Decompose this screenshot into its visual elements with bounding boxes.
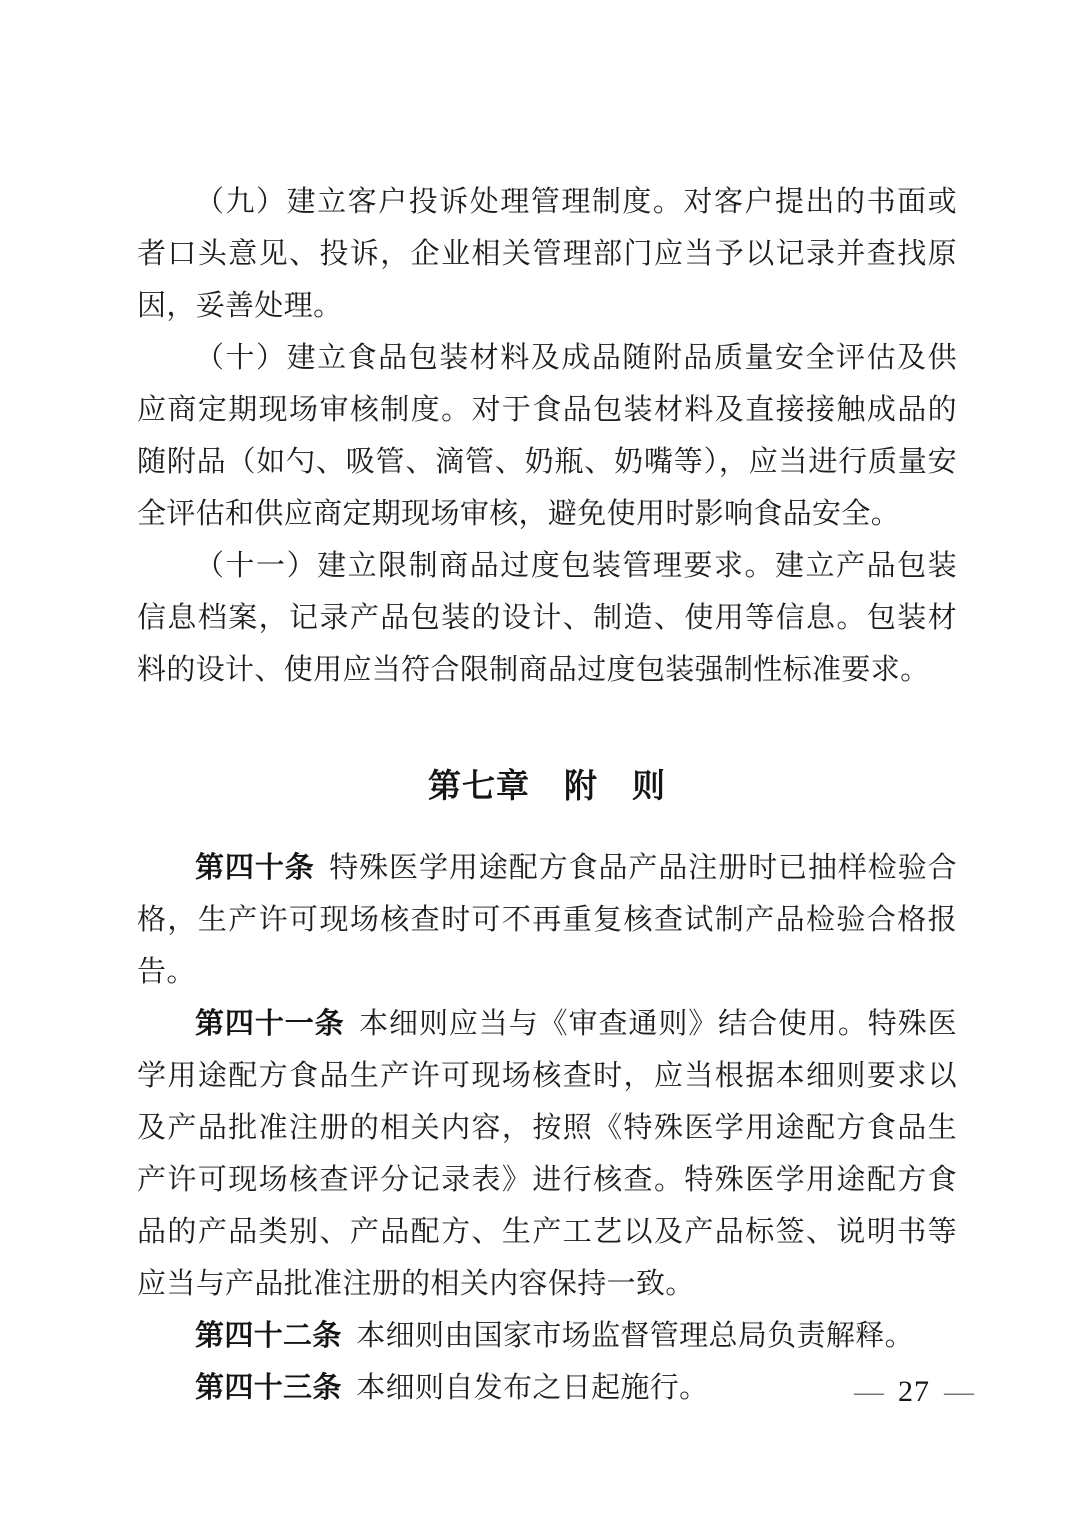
page-number-right-dash: — <box>944 1375 974 1408</box>
article-42-text: 本细则由国家市场监督管理总局负责解释。 <box>356 1320 914 1352</box>
article-43-text: 本细则自发布之日起施行。 <box>356 1372 709 1404</box>
article-43 <box>137 1362 957 1414</box>
paragraph-item-10: （十）建立食品包装材料及成品随附品质量安全评估及供应商定期现场审核制度。对于食品包装材料及直接接触成品的随附品（如勺、吸管、滴管、奶瓶、奶嘴等），应当进行质量安全评估和供应商定期现场审核，避免使用时影响食品安全。 <box>137 342 957 530</box>
paragraph-item-11: （十一）建立限制商品过度包装管理要求。建立产品包装信息档案，记录产品包装的设计、制造、使用等信息。包装材料的设计、使用应当符合限制商品过度包装强制性标准要求。 <box>137 550 957 686</box>
article-41-text: 本细则应当与《审查通则》结合使用。特殊医学用途配方食品生产许可现场核查时，应当根据本细则要求以及产品批准注册的相关内容，按照《特殊医学用途配方食品生产许可现场核查评分记录表》进行核查。特殊医学用途配方食品的产品类别、产品配方、生产工艺以及产品标签、说明书等应当与产品批准注册的相关内容保持一致。 <box>137 1008 957 1300</box>
article-41 <box>137 998 957 1310</box>
article-40-text: 特殊医学用途配方食品产品注册时已抽样检验合格，生产许可现场核查时可不再重复核查试制产品检验合格报告。 <box>137 852 957 988</box>
paragraph-item-9: （九）建立客户投诉处理管理制度。对客户提出的书面或者口头意见、投诉，企业相关管理部门应当予以记录并查找原因，妥善处理。 <box>137 186 957 322</box>
page-number <box>854 1372 974 1412</box>
article-41-label: 第四十一条 <box>195 1008 345 1040</box>
page-number-left-dash: — <box>854 1375 884 1408</box>
article-42-label: 第四十二条 <box>195 1320 342 1352</box>
article-42 <box>137 1310 957 1362</box>
document-body <box>137 176 957 1414</box>
article-40 <box>137 842 957 998</box>
page-number-value: 27 <box>898 1375 930 1408</box>
article-40-label: 第四十条 <box>195 852 315 884</box>
article-43-label: 第四十三条 <box>195 1372 342 1404</box>
chapter-heading: 第七章 附 则 <box>428 767 666 804</box>
